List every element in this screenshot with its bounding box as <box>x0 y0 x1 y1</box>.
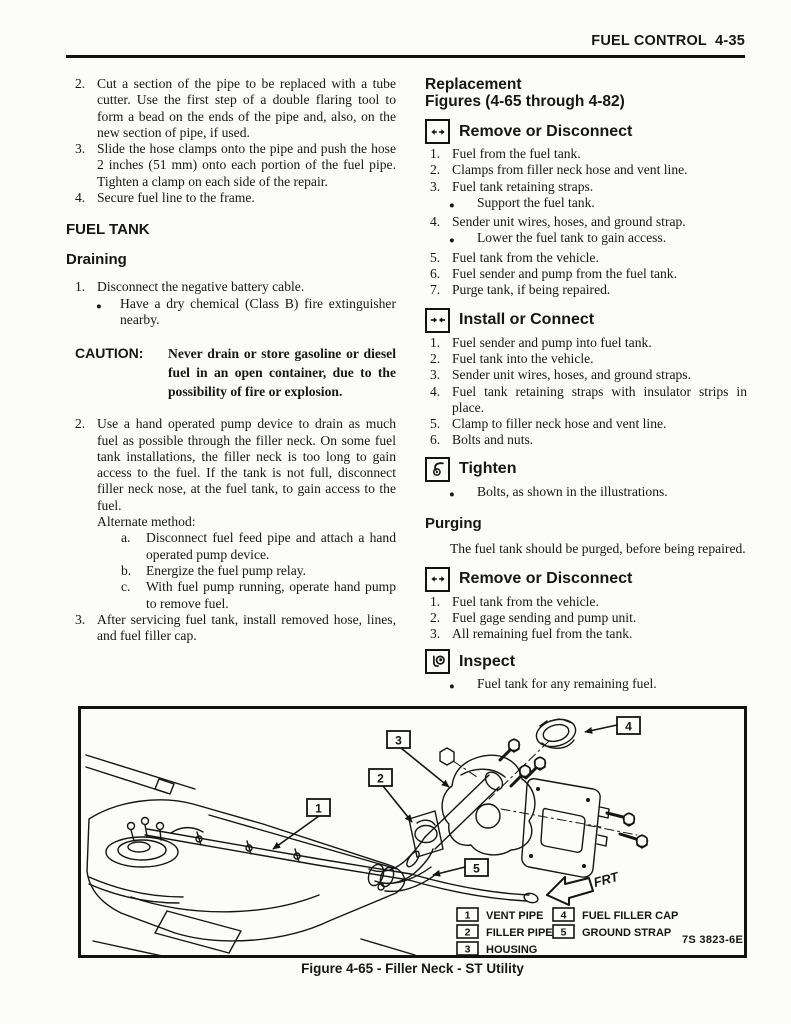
svg-text:2: 2 <box>377 771 384 786</box>
remove-disconnect-header-2: Remove or Disconnect <box>425 567 747 592</box>
list-item: 1. Fuel tank from the vehicle. <box>430 593 599 609</box>
remove-disconnect-header: Remove or Disconnect <box>425 119 747 144</box>
svg-text:3: 3 <box>464 943 471 955</box>
list-item: 6. Fuel sender and pump from the fuel tank. <box>430 266 677 282</box>
subsection-heading-draining: Draining <box>66 251 127 269</box>
frt-direction-arrow <box>547 869 621 905</box>
svg-text:1: 1 <box>315 801 322 816</box>
svg-text:4: 4 <box>560 909 567 922</box>
list-item: 1. Fuel from the fuel tank. <box>430 146 581 161</box>
list-item: 3. After servicing fuel tank, install removed hose, lines, and fuel filler cap. <box>75 611 396 644</box>
tighten-header: Tighten <box>425 457 747 482</box>
list-item: 2. Use a hand operated pump device to drain as much fuel as possible through the filler neck. On some fuel tank installations, the filler neck is too long to gain access to the fuel. If the tank is not full, disconnect filler neck nose, at the fuel tank, to gain access to the fuel. <box>75 416 396 513</box>
list-subitem: c. With fuel pump running, operate hand pump to remove fuel. <box>121 579 396 611</box>
bullet-item: ● Fuel tank for any remaining fuel. <box>425 676 747 695</box>
list-item: 1. Fuel sender and pump into fuel tank. <box>430 334 652 350</box>
svg-text:5: 5 <box>473 861 480 876</box>
list-item: 6. Bolts and nuts. <box>430 432 534 448</box>
inspect-header: Inspect <box>425 649 747 674</box>
section-heading-fuel-tank: FUEL TANK <box>66 221 150 239</box>
legend-label: GROUND STRAP <box>582 927 672 939</box>
legend-label: FUEL FILLER CAP <box>582 910 679 922</box>
bullet-item: ● Support the fuel tank. <box>425 195 747 214</box>
list-item: 3. Slide the hose clamps onto the pipe and push the hose 2 inches (51 mm) onto each portion of the fuel pipe. Tighten a clamp on each side of the repair. <box>75 141 396 189</box>
bullet-item: ● Lower the fuel tank to gain access. <box>425 230 747 249</box>
figure-callout-4 <box>585 717 640 734</box>
list-subitem: b. Energize the fuel pump relay. <box>121 562 307 578</box>
figure-code: 7S 3823-6E <box>682 934 744 946</box>
install-connect-icon <box>425 308 450 333</box>
list-item: 4. Sender unit wires, hoses, and ground strap. <box>430 214 686 230</box>
install-connect-header: Install or Connect <box>425 308 747 333</box>
replacement-figures-ref: Figures (4-65 through 4-82) <box>425 93 625 110</box>
svg-text:2: 2 <box>464 926 471 939</box>
remove-disconnect-icon <box>425 567 450 592</box>
figure-legend <box>457 908 743 955</box>
left-column <box>66 76 396 644</box>
remove-disconnect-icon <box>425 119 450 144</box>
header-rule <box>66 55 745 58</box>
legend-label: FILLER PIPE <box>486 927 553 939</box>
list-item: 3. Fuel tank retaining straps. <box>430 178 594 194</box>
list-item: 1. Disconnect the negative battery cable. <box>75 279 305 295</box>
purging-paragraph: The fuel tank should be purged, before being repaired. <box>450 541 746 557</box>
svg-text:3: 3 <box>395 733 402 748</box>
list-item: 2. Clamps from filler neck hose and vent line. <box>430 162 688 178</box>
technical-illustration-filler-neck <box>81 709 744 955</box>
figure-caption: Figure 4-65 - Filler Neck - ST Utility <box>301 961 524 976</box>
svg-text:5: 5 <box>560 926 567 939</box>
list-item: 2. Cut a section of the pipe to be replaced with a tube cutter. Use the first step of a double flaring tool to form a bead on the ends of the pipe and, also, on the new section of pipe, if used. <box>75 76 396 140</box>
page-header-title: FUEL CONTROL 4-35 <box>591 33 745 49</box>
list-subitem: a. Disconnect fuel feed pipe and attach a hand operated pump device. <box>121 530 396 562</box>
list-item: 3. All remaining fuel from the tank. <box>430 626 633 642</box>
replacement-heading: Replacement <box>425 76 522 93</box>
caution-text: Never drain or store gasoline or diesel fuel in an open container, due to the possibility of fire or explosion. <box>168 346 396 400</box>
svg-text:1: 1 <box>464 909 471 922</box>
svg-text:4: 4 <box>625 719 632 734</box>
list-item: 7. Purge tank, if being repaired. <box>430 282 611 298</box>
bullet-item: ● Have a dry chemical (Class B) fire extinguisher nearby. <box>66 296 396 329</box>
right-column <box>425 76 747 696</box>
list-item: 2. Fuel gage sending and pump unit. <box>430 609 637 625</box>
list-item: 3. Sender unit wires, hoses, and ground straps. <box>430 367 691 383</box>
bullet-item: ● Bolts, as shown in the illustrations. <box>425 484 747 503</box>
caution-block <box>66 344 396 401</box>
frt-label: FRT <box>591 868 620 890</box>
legend-label: VENT PIPE <box>486 910 544 922</box>
figure-4-65 <box>78 706 747 958</box>
purging-heading: Purging <box>425 515 482 533</box>
alternate-method-label: Alternate method: <box>97 514 196 530</box>
inspect-icon <box>425 649 450 674</box>
figure-callout-5 <box>433 859 488 876</box>
legend-label: HOUSING <box>486 944 538 955</box>
tighten-icon <box>425 457 450 482</box>
list-item: 4. Fuel tank retaining straps with insulator strips in place. <box>430 383 747 415</box>
caution-label: CAUTION: <box>75 345 144 362</box>
list-item: 4. Secure fuel line to the frame. <box>75 190 255 206</box>
list-item: 5. Clamp to filler neck hose and vent line. <box>430 416 667 432</box>
list-item: 2. Fuel tank into the vehicle. <box>430 350 594 366</box>
list-item: 5. Fuel tank from the vehicle. <box>430 249 599 265</box>
figure-callout-2 <box>369 769 412 822</box>
